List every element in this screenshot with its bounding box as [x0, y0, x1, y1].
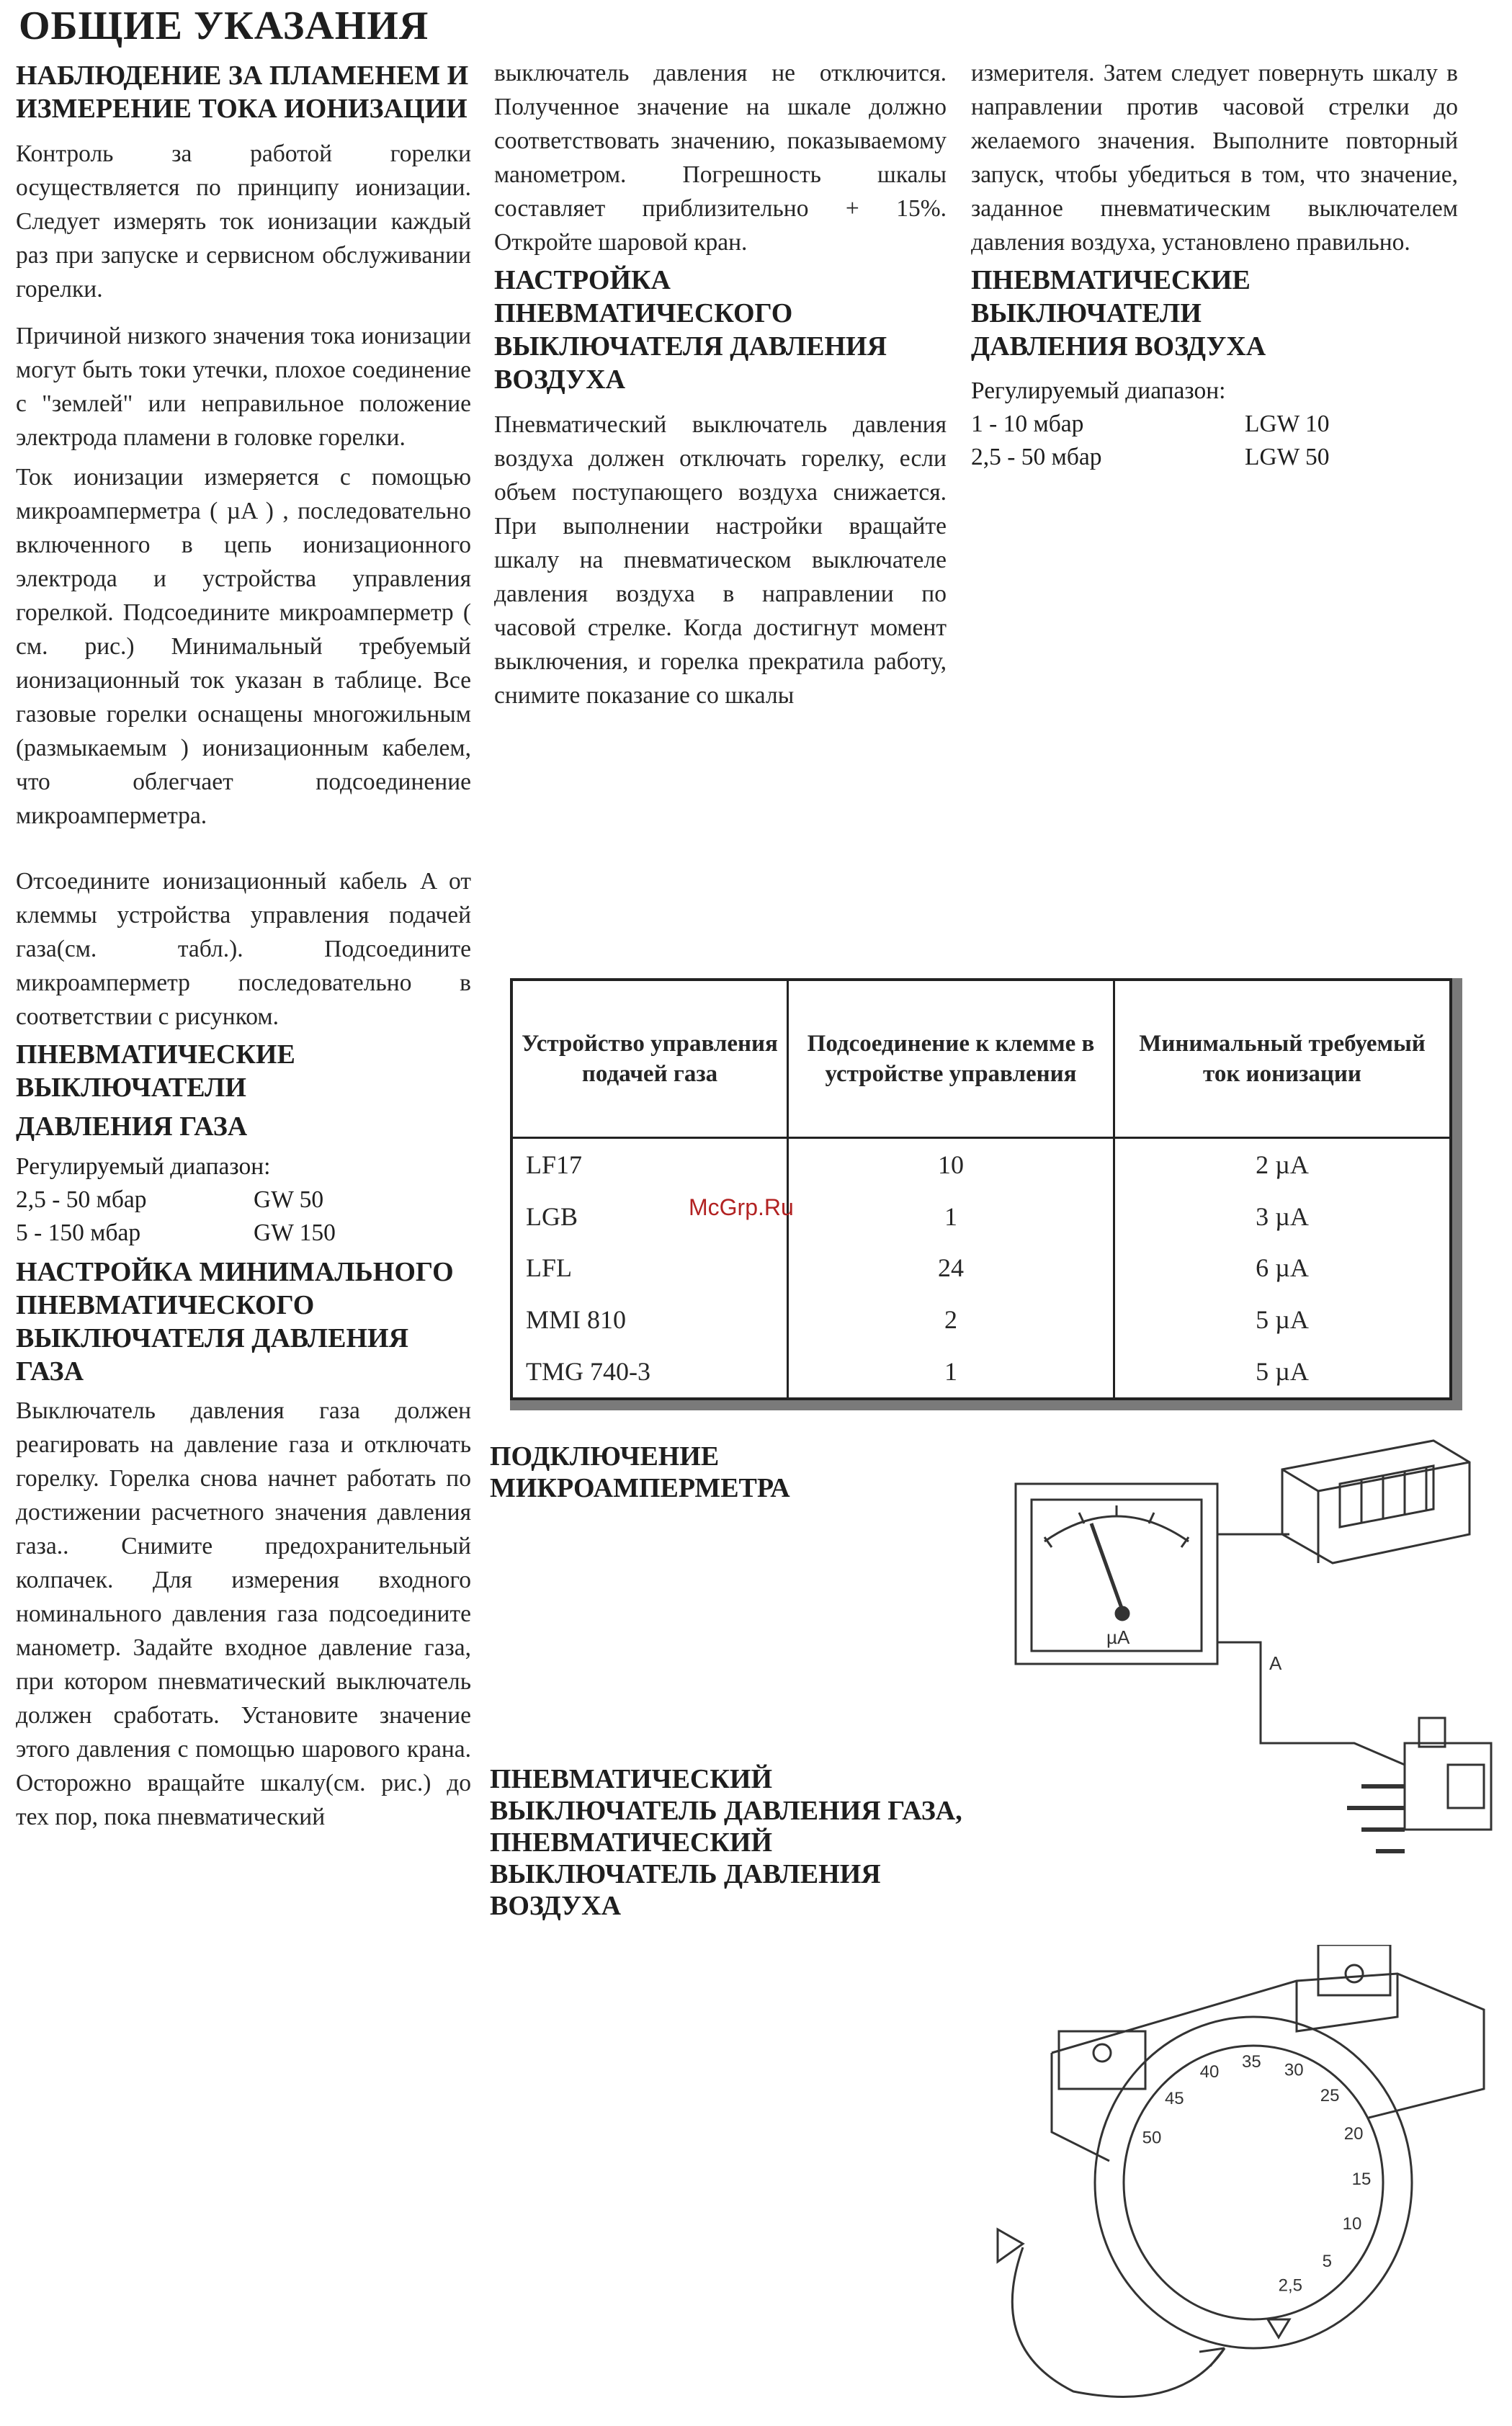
table-header: Минимальный требуемый ток ионизации	[1114, 980, 1451, 1138]
paragraph: Отсоедините ионизационный кабель A от клеммы устройства управления подачей газа(см. табл.). Подсоедините микроамперметр последовательно в соответствии с рисунком.	[16, 868, 471, 1030]
dial-scale-label: 30	[1284, 2060, 1304, 2080]
table-row	[511, 1138, 1451, 1191]
range-model: GW 50	[254, 1186, 324, 1213]
heading-air-pressure-switches: ПНЕВМАТИЧЕСКИЕ ВЫКЛЮЧАТЕЛИ ДАВЛЕНИЯ ВОЗДУХА	[971, 265, 1266, 362]
range-model: LGW 50	[1245, 444, 1330, 470]
paragraph: Причиной низкого значения тока ионизации могут быть токи утечки, плохое соединение с "землей" или неправильное положение электрода пламени в головке горелки.	[16, 323, 471, 451]
pressure-switch-figure	[994, 1945, 1509, 2420]
range-value: 2,5 - 50 мбар	[971, 444, 1102, 470]
ionization-cable	[1261, 1671, 1405, 1765]
range-model: GW 150	[254, 1219, 336, 1246]
table-cell: LFL	[511, 1243, 788, 1294]
table-cell: 3 µA	[1114, 1191, 1451, 1243]
table-header: Подсоединение к клемме в устройстве управления	[788, 980, 1114, 1138]
range-value: 2,5 - 50 мбар	[16, 1186, 147, 1213]
table-cell: TMG 740-3	[511, 1346, 788, 1399]
page-title: ОБЩИЕ УКАЗАНИЯ	[19, 4, 429, 48]
table-cell: LGB	[511, 1191, 788, 1243]
ionization-current-table	[510, 978, 1452, 1400]
dial-scale-label: 20	[1343, 2124, 1364, 2144]
table-cell: LF17	[511, 1138, 788, 1191]
meter-unit-label: µA	[1106, 1626, 1130, 1648]
figure-1-caption	[490, 1441, 936, 1516]
dial-scale-label: 25	[1320, 2085, 1340, 2105]
range-row	[16, 1183, 471, 1217]
cable-label: A	[1269, 1652, 1282, 1674]
range-model: LGW 10	[1245, 411, 1330, 437]
figure-1-title: ПОДКЛЮЧЕНИЕ МИКРОАМПЕРМЕТРА	[490, 1441, 790, 1503]
range-row	[971, 441, 1461, 474]
table-cell: 6 µA	[1114, 1243, 1451, 1294]
paragraph: выключатель давления не отключится. Полученное значение на шкале должно соответствовать значению, показываемому манометром. Погрешность шкалы составляет приблизительно + 15%. Откройте шаровой кран.	[494, 60, 947, 256]
figure-2-caption	[490, 1763, 965, 1933]
range-value: 1 - 10 мбар	[971, 411, 1084, 437]
figure-2-title: ПНЕВМАТИЧЕСКИЙ ВЫКЛЮЧАТЕЛЬ ДАВЛЕНИЯ ГАЗА, ПНЕВМАТИЧЕСКИЙ ВЫКЛЮЧАТЕЛЬ ДАВЛЕНИЯ ВОЗДУХА	[490, 1764, 962, 1921]
heading-air-switch-setup: НАСТРОЙКА ПНЕВМАТИЧЕСКОГО ВЫКЛЮЧАТЕЛЯ ДАВЛЕНИЯ ВОЗДУХА	[494, 265, 887, 395]
dial-scale-label: 50	[1142, 2128, 1162, 2148]
microammeter-connection-figure	[1001, 1426, 1506, 1873]
range-title: Регулируемый диапазон:	[971, 377, 1226, 404]
table-cell: 5 µA	[1114, 1346, 1451, 1399]
dial-scale-label: 15	[1351, 2169, 1372, 2189]
heading-gas-pressure-switches: ПНЕВМАТИЧЕСКИЕ ВЫКЛЮЧАТЕЛИ	[16, 1039, 295, 1103]
heading-min-gas-switch: НАСТРОЙКА МИНИМАЛЬНОГО ПНЕВМАТИЧЕСКОГО ВЫКЛЮЧАТЕЛЯ ДАВЛЕНИЯ ГАЗА	[16, 1257, 454, 1387]
paragraph: Выключатель давления газа должен реагировать на давление газа и отключать горелку. Горелка снова начнет работать по достижении расчетного значения давления газа.. Снимите предохранительный колпачек. Для измерения входного номинального давления газа подсоедините манометр. Задайте входное давление газа, при котором пневматический выключатель должен сработать. Установите значение этого давления с помощью шарового крана. Осторожно вращайте шкалу(см. рис.) до тех пор, пока пневматический	[16, 1397, 471, 1830]
dial-scale-label: 35	[1242, 2052, 1261, 2072]
paragraph: Пневматический выключатель давления воздуха должен отключать горелку, если объем поступающего воздуха снижается. При выполнении настройки вращайте шкалу на пневматическом выключателе давления воздуха в направлении по часовой стрелке. Когда достигнут момент выключения, и горелка прекратила работу, снимите показание со шкалы	[494, 411, 947, 709]
heading-flame-ionization: НАБЛЮДЕНИЕ ЗА ПЛАМЕНЕМ И ИЗМЕРЕНИЕ ТОКА ИОНИЗАЦИИ	[16, 61, 469, 124]
dial-scale-label: 10	[1342, 2214, 1362, 2234]
table-cell: MMI 810	[511, 1294, 788, 1346]
paragraph: Контроль за работой горелки осуществляется по принципу ионизации. Следует измерять ток ионизации каждый раз при запуске и сервисном обслуживании горелки.	[16, 140, 471, 303]
table-cell: 24	[788, 1243, 1114, 1294]
table-row	[511, 1294, 1451, 1346]
table-cell: 5 µA	[1114, 1294, 1451, 1346]
table-cell: 1	[788, 1346, 1114, 1399]
range-row	[971, 408, 1461, 441]
dial-scale-label: 2,5	[1278, 2275, 1302, 2296]
watermark: McGrp.Ru	[689, 1194, 794, 1220]
dial-scale-label: 45	[1164, 2088, 1184, 2108]
column-3	[971, 56, 1461, 474]
range-title: Регулируемый диапазон:	[16, 1153, 271, 1180]
table-cell: 2 µA	[1114, 1138, 1451, 1191]
marker-triangle-icon	[1268, 2319, 1289, 2337]
table-cell: 1	[788, 1191, 1114, 1243]
paragraph: измерителя. Затем следует повернуть шкалу в направлении против часовой стрелки до желаемого значения. Выполните повторный запуск, чтобы убедиться в том, что значение, заданное пневматическим выключателем давления воздуха, установлено правильно.	[971, 60, 1458, 256]
meter-needle	[1091, 1523, 1122, 1610]
table-header: Устройство управления подачей газа	[511, 980, 788, 1138]
dial-scale-label: 40	[1199, 2062, 1220, 2082]
heading-gas-pressure-switches-2: ДАВЛЕНИЯ ГАЗА	[16, 1111, 248, 1142]
table-row	[511, 1346, 1451, 1399]
range-row	[16, 1217, 471, 1250]
paragraph: Ток ионизации измеряется с помощью микроамперметра ( µA ) , последовательно включенного в цепь ионизационного электрода и устройства управления горелкой. Подсоедините микроамперметр ( см. рис.) Минимальный требуемый ионизационный ток указан в таблице. Все газовые горелки оснащены многожильным (размыкаемым ) ионизационным кабелем, что облегчает подсоединение микроамперметра.	[16, 464, 471, 829]
dial-scale-label: 5	[1322, 2252, 1332, 2271]
table-cell: 2	[788, 1294, 1114, 1346]
range-value: 5 - 150 мбар	[16, 1219, 141, 1246]
table-row	[511, 1191, 1451, 1243]
control-device-icon	[1282, 1441, 1469, 1563]
table-cell: 10	[788, 1138, 1114, 1191]
table-row	[511, 1243, 1451, 1294]
column-1	[16, 59, 471, 1847]
ionization-table-frame	[510, 978, 1462, 1410]
column-2	[494, 56, 947, 725]
